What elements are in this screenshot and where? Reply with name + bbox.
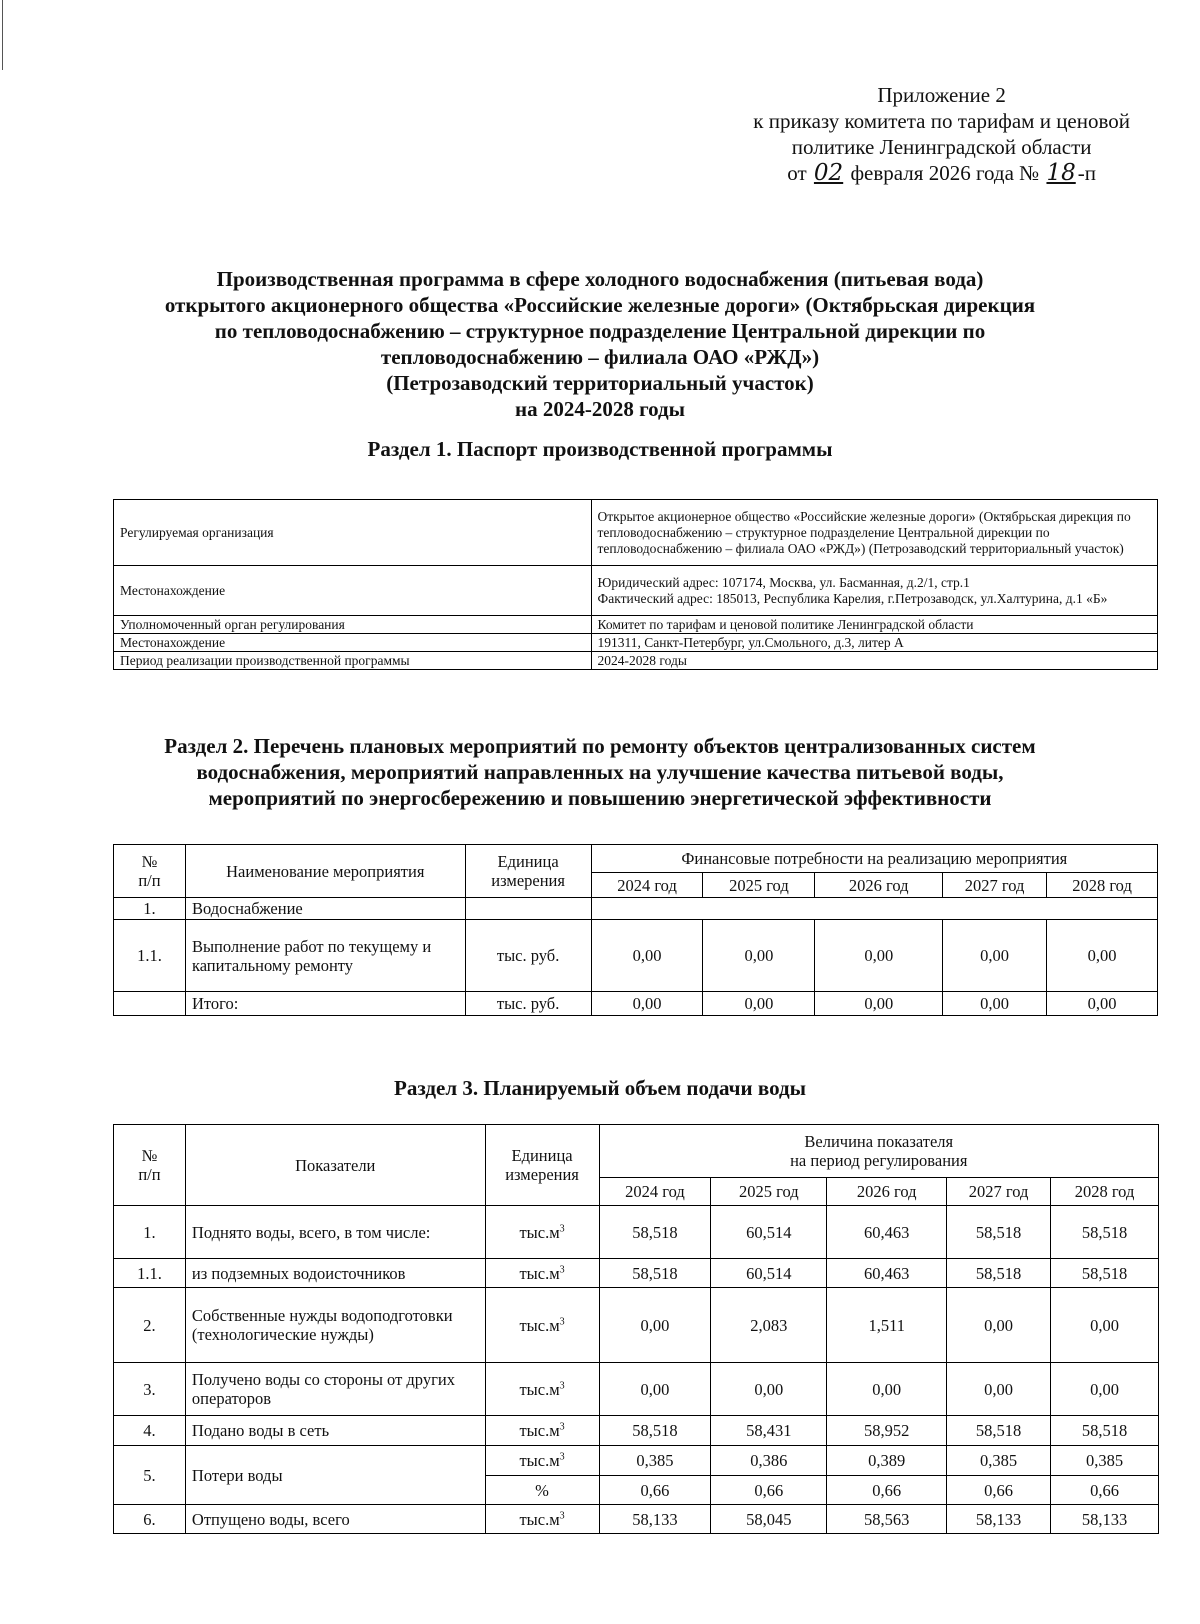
table-row: 1.1. Выполнение работ по текущему и капитальному ремонту тыс. руб. 0,00 0,00 0,00 0,00 0,00 bbox=[114, 920, 1158, 992]
page-edge-line bbox=[2, 0, 3, 70]
table-row: 2. Собственные нужды водоподготовки (технологические нужды) $тыс.м^3$ 0,00 2,083 1,511 0,00 0,00 bbox=[114, 1288, 1159, 1363]
table-row: Регулируемая организация Открытое акционерное общество «Российские железные дороги» (Октябрьская дирекция по тепловодоснабжению – структурное подразделение Центральной дирекции по тепловодоснабжению – филиала ОАО «РЖД») (Петрозаводский территориальный участок) bbox=[114, 500, 1158, 566]
appendix-order-line: к приказу комитета по тарифам и ценовой bbox=[753, 109, 1130, 133]
table-row: 5. Потери воды $тыс.м^3$ 0,385 0,386 0,389 0,385 0,385 bbox=[114, 1446, 1159, 1476]
section1-title: Раздел 1. Паспорт производственной программы bbox=[367, 437, 833, 461]
handwritten-day: 02 bbox=[813, 160, 844, 186]
table-row: Местонахождение 191311, Санкт-Петербург, ул.Смольного, д.3, литер А bbox=[114, 634, 1158, 652]
table-row: Период реализации производственной программы 2024-2028 годы bbox=[114, 652, 1158, 670]
appendix-header bbox=[753, 82, 1130, 186]
measures-table bbox=[113, 844, 1158, 1016]
table-row: Уполномоченный орган регулирования Комитет по тарифам и ценовой политике Ленинградской области bbox=[114, 616, 1158, 634]
water-volume-table bbox=[113, 1124, 1159, 1534]
appendix-date-line: от 02 февраля 2026 года № 18-п bbox=[787, 160, 1096, 186]
table-header-row: № п/п Показатели Единица измерения Величина показателя на период регулирования bbox=[114, 1125, 1159, 1178]
table-row: 1.1. из подземных водоисточников $тыс.м^3$ 58,518 60,514 60,463 58,518 58,518 bbox=[114, 1259, 1159, 1288]
table-header-row: 2024 год 2025 год 2026 год 2027 год 2028 год bbox=[114, 873, 1158, 898]
table-row: 3. Получено воды со стороны от других операторов $тыс.м^3$ 0,00 0,00 0,00 0,00 0,00 bbox=[114, 1363, 1159, 1416]
table-header-row: № п/п Наименование мероприятия Единица измерения Финансовые потребности на реализацию мероприятия bbox=[114, 845, 1158, 873]
table-header-row: 2024 год 2025 год 2026 год 2027 год 2028 год bbox=[114, 1178, 1159, 1206]
passport-table bbox=[113, 499, 1158, 670]
table-row: 1. Поднято воды, всего, в том числе: $тыс.м^3$ 58,518 60,514 60,463 58,518 58,518 bbox=[114, 1206, 1159, 1259]
appendix-number: Приложение 2 bbox=[877, 83, 1006, 107]
table-row: 6. Отпущено воды, всего $тыс.м^3$ 58,133 58,045 58,563 58,133 58,133 bbox=[114, 1505, 1159, 1534]
section3-title: Раздел 3. Планируемый объем подачи воды bbox=[394, 1076, 806, 1100]
section2-title: Раздел 2. Перечень плановых мероприятий по ремонту объектов централизованных систем водоснабжения, мероприятий направленных на улучшение качества питьевой воды, мероприятий по энергосбережению и повышению энергетической эффективности bbox=[164, 734, 1036, 810]
appendix-authority-line: политике Ленинградской области bbox=[791, 135, 1092, 159]
table-row: Местонахождение Юридический адрес: 107174, Москва, ул. Басманная, д.2/1, стр.1 Фактический адрес: 185013, Республика Карелия, г.Петрозаводск, ул.Халтурина, д.1 «Б» bbox=[114, 566, 1158, 616]
document-title: Производственная программа в сфере холодного водоснабжения (питьевая вода) открытого акционерного общества «Российские железные дороги» (Октябрьская дирекция по тепловодоснабжению – структурное подразделение Центральной дирекции по тепловодоснабжению – филиала ОАО «РЖД») (Петрозаводский территориальный участок) на 2024-2028 годы bbox=[164, 267, 1036, 421]
handwritten-number: 18 bbox=[1046, 160, 1076, 186]
table-row: Итого: тыс. руб. 0,00 0,00 0,00 0,00 0,00 bbox=[114, 992, 1158, 1016]
table-row: 1. Водоснабжение bbox=[114, 898, 1158, 920]
table-row: % 0,66 0,66 0,66 0,66 0,66 bbox=[114, 1476, 1159, 1505]
table-row: 4. Подано воды в сеть $тыс.м^3$ 58,518 58,431 58,952 58,518 58,518 bbox=[114, 1416, 1159, 1446]
